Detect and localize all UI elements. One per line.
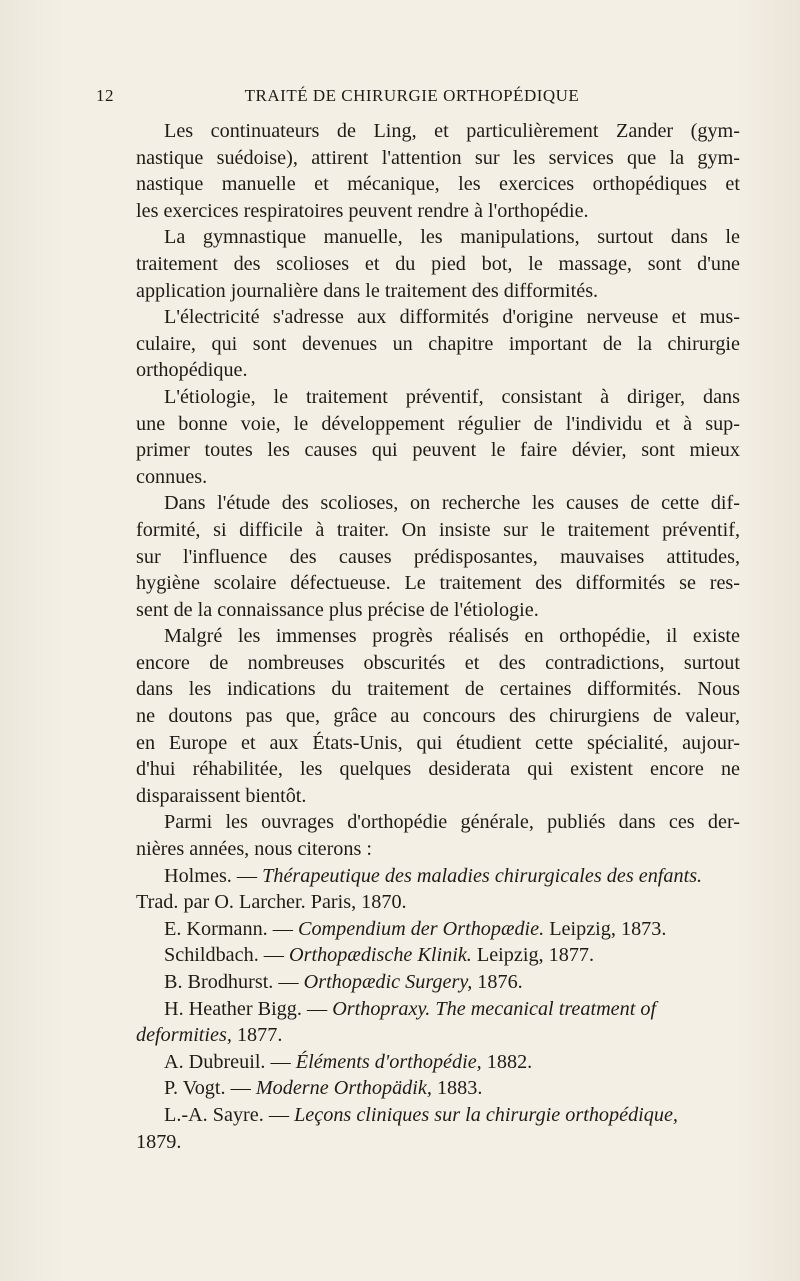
reference-title: Orthopraxy. The mecanical treatment of [332,997,657,1020]
page-number: 12 [96,86,114,105]
reference-title: Moderne Orthopädik, [255,1077,432,1100]
reference-title: Compendium der Orthopædie. [298,917,545,940]
reference-line [136,1129,740,1156]
reference-line [136,1075,740,1102]
text-line: en Europe et aux États-Unis, qui étudient cette spécialité, aujour- [136,731,740,754]
text-line: primer toutes les causes qui peuvent le faire dévier, sont mieux [136,439,740,462]
reference-details: 1876. [472,971,523,993]
reference-entry [136,916,740,943]
text-line: connues. [136,465,208,488]
reference-details: Leipzig, 1873. [544,917,667,940]
reference-line [136,1049,740,1076]
text-line: d'hui réhabilitée, les quelques desiderata qui existent encore ne [136,758,740,781]
text-line: hygiène scolaire défectueuse. Le traitement des difformités se res- [136,572,740,595]
text-line: L'électricité s'adresse aux difformités d'origine nerveuse et mus- [164,306,740,329]
reference-title: Leçons cliniques sur la chirurgie orthopédique, [294,1103,678,1126]
body-text [136,118,740,1155]
text-line: formité, si difficile à traiter. On insiste sur le traitement préventif, [136,518,740,541]
text-line: application journalière dans le traitement des difformités. [136,279,599,302]
text-line: Dans l'étude des scolioses, on recherche les causes de cette dif- [164,492,740,515]
reference-title: Orthopædic Surgery, [303,971,473,993]
text-line: sent de la connaissance plus précise de l'étiologie. [136,598,539,621]
text-line: Parmi les ouvrages d'orthopédie générale, publiés dans ces der- [164,811,740,834]
reference-author: Holmes. — [164,864,263,887]
reference-title: Orthopædische Klinik. [289,944,472,967]
reference-entry [136,1102,740,1155]
text-line: orthopédique. [136,359,248,382]
reference-details: 1879. [136,1130,182,1153]
reference-entry [136,1049,740,1076]
reference-title: deformities, [136,1024,232,1047]
text-line: culaire, qui sont devenues un chapitre important de la chirurgie [136,332,740,355]
reference-line [136,1102,740,1129]
text-line: disparaissent bientôt. [136,784,307,807]
reference-line [136,863,740,890]
text-line: La gymnastique manuelle, les manipulations, surtout dans le [164,226,740,249]
paragraph [136,118,740,224]
reference-details: Leipzig, 1877. [471,944,595,967]
reference-line [136,1022,740,1049]
reference-line [136,996,740,1023]
page-header [96,86,728,112]
reference-details: Trad. par O. Larcher. Paris, 1870. [136,891,407,914]
reference-author: P. Vogt. — [164,1077,256,1100]
paragraph [136,809,740,862]
reference-line [136,942,740,969]
reference-author: H. Heather Bigg. — [164,997,333,1020]
paragraph [136,304,740,384]
text-line: nastique manuelle et mécanique, les exercices orthopédiques et [136,173,740,196]
reference-title: Thérapeutique des maladies chirurgicales des enfants. [262,864,703,887]
reference-author: Schildbach. — [164,944,290,967]
reference-details: 1883. [431,1077,483,1100]
reference-details: 1877. [231,1024,283,1047]
text-line: dans les indications du traitement de certaines difformités. Nous [136,678,740,701]
text-line: une bonne voie, le développement régulier de l'individu et à sup- [136,412,740,435]
text-line: nières années, nous citerons : [136,838,373,861]
reference-entry [136,863,740,916]
reference-line [136,916,740,943]
reference-line [136,969,740,996]
text-line: nastique suédoise), attirent l'attention sur les services que la gym- [136,146,740,169]
text-line: ne doutons pas que, grâce au concours des chirurgiens de valeur, [136,705,740,728]
reference-line [136,889,740,916]
text-line: traitement des scolioses et du pied bot, le massage, sont d'une [136,252,740,275]
text-line: les exercices respiratoires peuvent rendre à l'orthopédie. [136,199,589,222]
reference-list [136,863,740,1156]
reference-entry [136,1075,740,1102]
text-line: encore de nombreuses obscurités et des contradictions, surtout [136,651,740,674]
reference-author: E. Kormann. — [164,917,298,940]
paragraph [136,490,740,623]
text-line: Malgré les immenses progrès réalisés en orthopédie, il existe [164,625,740,648]
text-line: Les continuateurs de Ling, et particulièrement Zander (gym- [164,120,740,142]
paragraphs [136,118,740,863]
text-line: sur l'influence des causes prédisposantes, mauvaises attitudes, [136,545,740,568]
paragraph [136,384,740,490]
text-line: L'étiologie, le traitement préventif, consistant à diriger, dans [164,385,740,408]
paragraph [136,224,740,304]
reference-author: A. Dubreuil. — [164,1050,296,1073]
reference-entry [136,969,740,996]
reference-author: B. Brodhurst. — [164,971,304,993]
reference-entry [136,996,740,1049]
reference-author: L.-A. Sayre. — [164,1103,295,1126]
reference-details: 1882. [481,1050,533,1073]
paragraph [136,623,740,809]
reference-entry [136,942,740,969]
running-title: TRAITÉ DE CHIRURGIE ORTHOPÉDIQUE [244,86,580,105]
reference-title: Éléments d'orthopédie, [295,1050,482,1073]
